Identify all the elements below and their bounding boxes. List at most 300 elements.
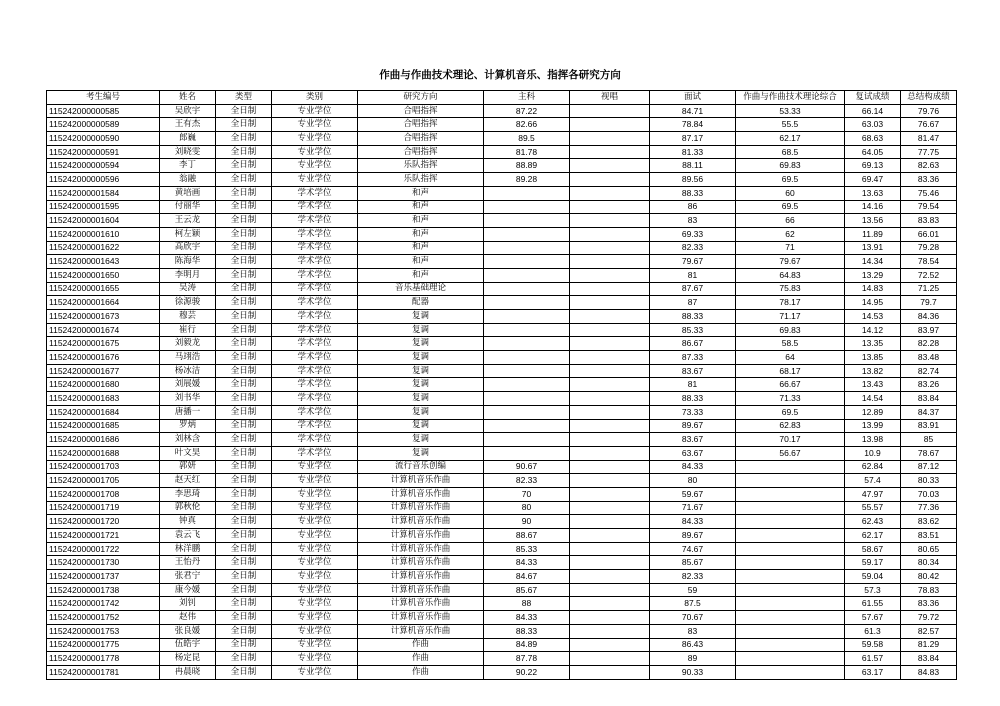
- table-row: [47, 419, 957, 433]
- direction-cell: 复调: [358, 419, 484, 433]
- sight-singing-cell: [570, 665, 650, 679]
- name-cell: 杨定昆: [160, 652, 216, 666]
- column-header: 总结构成绩: [901, 91, 957, 105]
- sight-singing-cell: [570, 611, 650, 625]
- candidate-id-cell: 115242000001622: [47, 241, 160, 255]
- direction-cell: 和声: [358, 241, 484, 255]
- theory-score-cell: 78.17: [736, 296, 845, 310]
- interview-cell: 88.33: [650, 186, 736, 200]
- interview-cell: 69.33: [650, 227, 736, 241]
- retest-score-cell: 63.17: [845, 665, 901, 679]
- table-row: [47, 624, 957, 638]
- candidate-id-cell: 115242000000596: [47, 173, 160, 187]
- type-cell: 全日制: [216, 419, 272, 433]
- candidate-id-cell: 115242000001742: [47, 597, 160, 611]
- type-cell: 全日制: [216, 529, 272, 543]
- type-cell: 全日制: [216, 665, 272, 679]
- candidate-id-cell: 115242000001650: [47, 268, 160, 282]
- major-score-cell: [484, 392, 570, 406]
- total-score-cell: 66.01: [901, 227, 957, 241]
- theory-score-cell: 79.67: [736, 255, 845, 269]
- category-cell: 专业学位: [272, 487, 358, 501]
- type-cell: 全日制: [216, 159, 272, 173]
- direction-cell: 计算机音乐作曲: [358, 515, 484, 529]
- theory-score-cell: [736, 556, 845, 570]
- type-cell: 全日制: [216, 597, 272, 611]
- major-score-cell: [484, 351, 570, 365]
- type-cell: 全日制: [216, 118, 272, 132]
- name-cell: 郎巍: [160, 132, 216, 146]
- candidate-id-cell: 115242000001775: [47, 638, 160, 652]
- retest-score-cell: 10.9: [845, 446, 901, 460]
- interview-cell: 59: [650, 583, 736, 597]
- total-score-cell: 80.65: [901, 542, 957, 556]
- theory-score-cell: [736, 515, 845, 529]
- name-cell: 唐播一: [160, 405, 216, 419]
- total-score-cell: 83.36: [901, 173, 957, 187]
- total-score-cell: 76.67: [901, 118, 957, 132]
- name-cell: 李思琦: [160, 487, 216, 501]
- major-score-cell: 87.22: [484, 104, 570, 118]
- table-row: [47, 310, 957, 324]
- type-cell: 全日制: [216, 282, 272, 296]
- candidate-id-cell: 115242000001584: [47, 186, 160, 200]
- name-cell: 高欣宇: [160, 241, 216, 255]
- sight-singing-cell: [570, 624, 650, 638]
- table-row: [47, 186, 957, 200]
- sight-singing-cell: [570, 515, 650, 529]
- theory-score-cell: [736, 570, 845, 584]
- total-score-cell: 79.72: [901, 611, 957, 625]
- category-cell: 专业学位: [272, 542, 358, 556]
- direction-cell: 合唱指挥: [358, 132, 484, 146]
- retest-score-cell: 12.89: [845, 405, 901, 419]
- interview-cell: 80: [650, 474, 736, 488]
- sight-singing-cell: [570, 282, 650, 296]
- table-row: [47, 652, 957, 666]
- major-score-cell: 88.67: [484, 529, 570, 543]
- table-row: [47, 255, 957, 269]
- direction-cell: 计算机音乐作曲: [358, 597, 484, 611]
- theory-score-cell: [736, 474, 845, 488]
- direction-cell: 和声: [358, 186, 484, 200]
- theory-score-cell: 66.67: [736, 378, 845, 392]
- interview-cell: 87.5: [650, 597, 736, 611]
- type-cell: 全日制: [216, 337, 272, 351]
- category-cell: 学术学位: [272, 214, 358, 228]
- type-cell: 全日制: [216, 227, 272, 241]
- major-score-cell: 70: [484, 487, 570, 501]
- sight-singing-cell: [570, 460, 650, 474]
- total-score-cell: 80.34: [901, 556, 957, 570]
- major-score-cell: [484, 446, 570, 460]
- direction-cell: 复调: [358, 310, 484, 324]
- interview-cell: 88.33: [650, 392, 736, 406]
- interview-cell: 84.71: [650, 104, 736, 118]
- direction-cell: 音乐基础理论: [358, 282, 484, 296]
- retest-score-cell: 57.4: [845, 474, 901, 488]
- major-score-cell: [484, 364, 570, 378]
- retest-score-cell: 13.56: [845, 214, 901, 228]
- total-score-cell: 79.7: [901, 296, 957, 310]
- table-row: [47, 351, 957, 365]
- total-score-cell: 84.36: [901, 310, 957, 324]
- major-score-cell: 84.33: [484, 556, 570, 570]
- name-cell: 袁云飞: [160, 529, 216, 543]
- table-row: [47, 487, 957, 501]
- type-cell: 全日制: [216, 200, 272, 214]
- total-score-cell: 80.33: [901, 474, 957, 488]
- type-cell: 全日制: [216, 542, 272, 556]
- candidate-id-cell: 115242000001674: [47, 323, 160, 337]
- type-cell: 全日制: [216, 310, 272, 324]
- category-cell: 专业学位: [272, 173, 358, 187]
- score-table: [46, 90, 957, 680]
- total-score-cell: 75.46: [901, 186, 957, 200]
- sight-singing-cell: [570, 173, 650, 187]
- category-cell: 学术学位: [272, 392, 358, 406]
- major-score-cell: [484, 405, 570, 419]
- major-score-cell: 85.33: [484, 542, 570, 556]
- name-cell: 崔行: [160, 323, 216, 337]
- category-cell: 学术学位: [272, 419, 358, 433]
- name-cell: 柯左颖: [160, 227, 216, 241]
- theory-score-cell: 69.83: [736, 323, 845, 337]
- theory-score-cell: 53.33: [736, 104, 845, 118]
- direction-cell: 计算机音乐作曲: [358, 611, 484, 625]
- name-cell: 黄培画: [160, 186, 216, 200]
- direction-cell: 和声: [358, 214, 484, 228]
- sight-singing-cell: [570, 433, 650, 447]
- column-header: 姓名: [160, 91, 216, 105]
- total-score-cell: 84.83: [901, 665, 957, 679]
- retest-score-cell: 59.58: [845, 638, 901, 652]
- interview-cell: 84.33: [650, 515, 736, 529]
- direction-cell: 和声: [358, 227, 484, 241]
- sight-singing-cell: [570, 364, 650, 378]
- major-score-cell: 90.67: [484, 460, 570, 474]
- sight-singing-cell: [570, 597, 650, 611]
- category-cell: 专业学位: [272, 118, 358, 132]
- category-cell: 学术学位: [272, 296, 358, 310]
- table-row: [47, 570, 957, 584]
- direction-cell: 复调: [358, 392, 484, 406]
- name-cell: 李丁: [160, 159, 216, 173]
- interview-cell: 73.33: [650, 405, 736, 419]
- interview-cell: 74.67: [650, 542, 736, 556]
- name-cell: 罗炳: [160, 419, 216, 433]
- type-cell: 全日制: [216, 501, 272, 515]
- sight-singing-cell: [570, 310, 650, 324]
- total-score-cell: 80.42: [901, 570, 957, 584]
- category-cell: 学术学位: [272, 405, 358, 419]
- major-score-cell: [484, 323, 570, 337]
- name-cell: 王有杰: [160, 118, 216, 132]
- total-score-cell: 83.36: [901, 597, 957, 611]
- theory-score-cell: 71: [736, 241, 845, 255]
- name-cell: 张良媛: [160, 624, 216, 638]
- candidate-id-cell: 115242000001664: [47, 296, 160, 310]
- sight-singing-cell: [570, 241, 650, 255]
- retest-score-cell: 13.43: [845, 378, 901, 392]
- theory-score-cell: 55.5: [736, 118, 845, 132]
- table-row: [47, 611, 957, 625]
- interview-cell: 89.67: [650, 419, 736, 433]
- total-score-cell: 83.97: [901, 323, 957, 337]
- total-score-cell: 82.28: [901, 337, 957, 351]
- direction-cell: 合唱指挥: [358, 145, 484, 159]
- type-cell: 全日制: [216, 255, 272, 269]
- candidate-id-cell: 115242000000585: [47, 104, 160, 118]
- type-cell: 全日制: [216, 446, 272, 460]
- name-cell: 陈海华: [160, 255, 216, 269]
- table-row: [47, 104, 957, 118]
- category-cell: 专业学位: [272, 583, 358, 597]
- table-row: [47, 474, 957, 488]
- candidate-id-cell: 115242000001721: [47, 529, 160, 543]
- major-score-cell: 82.66: [484, 118, 570, 132]
- type-cell: 全日制: [216, 583, 272, 597]
- table-row: [47, 173, 957, 187]
- category-cell: 学术学位: [272, 282, 358, 296]
- major-score-cell: 81.78: [484, 145, 570, 159]
- retest-score-cell: 59.17: [845, 556, 901, 570]
- interview-cell: 63.67: [650, 446, 736, 460]
- retest-score-cell: 13.98: [845, 433, 901, 447]
- sight-singing-cell: [570, 132, 650, 146]
- name-cell: 刘晓雯: [160, 145, 216, 159]
- retest-score-cell: 47.97: [845, 487, 901, 501]
- column-header: 类别: [272, 91, 358, 105]
- table-row: [47, 364, 957, 378]
- interview-cell: 87.17: [650, 132, 736, 146]
- theory-score-cell: [736, 638, 845, 652]
- column-header: 作曲与作曲技术理论综合: [736, 91, 845, 105]
- theory-score-cell: 62.17: [736, 132, 845, 146]
- total-score-cell: 87.12: [901, 460, 957, 474]
- direction-cell: 计算机音乐作曲: [358, 570, 484, 584]
- name-cell: 刘展媛: [160, 378, 216, 392]
- name-cell: 赵伟: [160, 611, 216, 625]
- name-cell: 李明月: [160, 268, 216, 282]
- theory-score-cell: 71.33: [736, 392, 845, 406]
- table-row: [47, 159, 957, 173]
- name-cell: 郭妍: [160, 460, 216, 474]
- type-cell: 全日制: [216, 173, 272, 187]
- major-score-cell: [484, 337, 570, 351]
- sight-singing-cell: [570, 337, 650, 351]
- retest-score-cell: 14.95: [845, 296, 901, 310]
- retest-score-cell: 13.63: [845, 186, 901, 200]
- major-score-cell: [484, 255, 570, 269]
- direction-cell: 复调: [358, 378, 484, 392]
- category-cell: 专业学位: [272, 597, 358, 611]
- interview-cell: 59.67: [650, 487, 736, 501]
- sight-singing-cell: [570, 556, 650, 570]
- total-score-cell: 77.36: [901, 501, 957, 515]
- theory-score-cell: 62: [736, 227, 845, 241]
- major-score-cell: [484, 282, 570, 296]
- retest-score-cell: 13.82: [845, 364, 901, 378]
- total-score-cell: 78.83: [901, 583, 957, 597]
- candidate-id-cell: 115242000001708: [47, 487, 160, 501]
- interview-cell: 88.33: [650, 310, 736, 324]
- sight-singing-cell: [570, 255, 650, 269]
- table-row: [47, 405, 957, 419]
- total-score-cell: 81.47: [901, 132, 957, 146]
- interview-cell: 79.67: [650, 255, 736, 269]
- category-cell: 专业学位: [272, 515, 358, 529]
- name-cell: 林洋鹏: [160, 542, 216, 556]
- candidate-id-cell: 115242000001675: [47, 337, 160, 351]
- total-score-cell: 82.57: [901, 624, 957, 638]
- theory-score-cell: 70.17: [736, 433, 845, 447]
- type-cell: 全日制: [216, 611, 272, 625]
- direction-cell: 和声: [358, 268, 484, 282]
- theory-score-cell: [736, 460, 845, 474]
- total-score-cell: 79.54: [901, 200, 957, 214]
- candidate-id-cell: 115242000001705: [47, 474, 160, 488]
- candidate-id-cell: 115242000000589: [47, 118, 160, 132]
- type-cell: 全日制: [216, 405, 272, 419]
- table-row: [47, 542, 957, 556]
- type-cell: 全日制: [216, 515, 272, 529]
- total-score-cell: 83.48: [901, 351, 957, 365]
- theory-score-cell: [736, 487, 845, 501]
- candidate-id-cell: 115242000001655: [47, 282, 160, 296]
- type-cell: 全日制: [216, 433, 272, 447]
- total-score-cell: 70.03: [901, 487, 957, 501]
- retest-score-cell: 14.16: [845, 200, 901, 214]
- retest-score-cell: 58.67: [845, 542, 901, 556]
- category-cell: 专业学位: [272, 474, 358, 488]
- retest-score-cell: 69.47: [845, 173, 901, 187]
- direction-cell: 复调: [358, 337, 484, 351]
- candidate-id-cell: 115242000001781: [47, 665, 160, 679]
- major-score-cell: [484, 214, 570, 228]
- sight-singing-cell: [570, 323, 650, 337]
- theory-score-cell: 68.17: [736, 364, 845, 378]
- theory-score-cell: 71.17: [736, 310, 845, 324]
- direction-cell: 计算机音乐作曲: [358, 529, 484, 543]
- type-cell: 全日制: [216, 323, 272, 337]
- direction-cell: 计算机音乐作曲: [358, 474, 484, 488]
- table-row: [47, 296, 957, 310]
- candidate-id-cell: 115242000001703: [47, 460, 160, 474]
- retest-score-cell: 62.17: [845, 529, 901, 543]
- sight-singing-cell: [570, 529, 650, 543]
- interview-cell: 85.33: [650, 323, 736, 337]
- major-score-cell: 85.67: [484, 583, 570, 597]
- interview-cell: 87.33: [650, 351, 736, 365]
- theory-score-cell: 69.83: [736, 159, 845, 173]
- total-score-cell: 82.63: [901, 159, 957, 173]
- category-cell: 专业学位: [272, 460, 358, 474]
- name-cell: 张君宁: [160, 570, 216, 584]
- candidate-id-cell: 115242000000591: [47, 145, 160, 159]
- interview-cell: 86.43: [650, 638, 736, 652]
- major-score-cell: 88.33: [484, 624, 570, 638]
- candidate-id-cell: 115242000000594: [47, 159, 160, 173]
- retest-score-cell: 61.3: [845, 624, 901, 638]
- total-score-cell: 85: [901, 433, 957, 447]
- type-cell: 全日制: [216, 652, 272, 666]
- theory-score-cell: 69.5: [736, 200, 845, 214]
- table-row: [47, 556, 957, 570]
- direction-cell: 作曲: [358, 638, 484, 652]
- major-score-cell: 84.33: [484, 611, 570, 625]
- table-row: [47, 515, 957, 529]
- direction-cell: 复调: [358, 433, 484, 447]
- retest-score-cell: 14.12: [845, 323, 901, 337]
- retest-score-cell: 13.99: [845, 419, 901, 433]
- name-cell: 冉晨晓: [160, 665, 216, 679]
- category-cell: 学术学位: [272, 364, 358, 378]
- total-score-cell: 84.37: [901, 405, 957, 419]
- category-cell: 学术学位: [272, 433, 358, 447]
- sight-singing-cell: [570, 268, 650, 282]
- table-row: [47, 446, 957, 460]
- type-cell: 全日制: [216, 487, 272, 501]
- theory-score-cell: 60: [736, 186, 845, 200]
- name-cell: 穆芸: [160, 310, 216, 324]
- candidate-id-cell: 115242000000590: [47, 132, 160, 146]
- type-cell: 全日制: [216, 638, 272, 652]
- interview-cell: 82.33: [650, 570, 736, 584]
- sight-singing-cell: [570, 104, 650, 118]
- type-cell: 全日制: [216, 145, 272, 159]
- table-row: [47, 282, 957, 296]
- sight-singing-cell: [570, 227, 650, 241]
- retest-score-cell: 13.35: [845, 337, 901, 351]
- major-score-cell: 88: [484, 597, 570, 611]
- direction-cell: 复调: [358, 405, 484, 419]
- major-score-cell: 82.33: [484, 474, 570, 488]
- major-score-cell: 80: [484, 501, 570, 515]
- theory-score-cell: 56.67: [736, 446, 845, 460]
- table-row: [47, 460, 957, 474]
- category-cell: 学术学位: [272, 241, 358, 255]
- type-cell: 全日制: [216, 186, 272, 200]
- table-row: [47, 378, 957, 392]
- major-score-cell: [484, 296, 570, 310]
- name-cell: 叶文昊: [160, 446, 216, 460]
- major-score-cell: 84.89: [484, 638, 570, 652]
- theory-score-cell: [736, 597, 845, 611]
- direction-cell: 作曲: [358, 665, 484, 679]
- name-cell: 康今媛: [160, 583, 216, 597]
- candidate-id-cell: 115242000001684: [47, 405, 160, 419]
- candidate-id-cell: 115242000001720: [47, 515, 160, 529]
- sight-singing-cell: [570, 392, 650, 406]
- column-header: 面试: [650, 91, 736, 105]
- theory-score-cell: [736, 652, 845, 666]
- type-cell: 全日制: [216, 392, 272, 406]
- interview-cell: 83.67: [650, 364, 736, 378]
- sight-singing-cell: [570, 405, 650, 419]
- direction-cell: 计算机音乐作曲: [358, 487, 484, 501]
- category-cell: 专业学位: [272, 501, 358, 515]
- category-cell: 学术学位: [272, 227, 358, 241]
- theory-score-cell: 66: [736, 214, 845, 228]
- table-row: [47, 200, 957, 214]
- name-cell: 刘钊: [160, 597, 216, 611]
- sight-singing-cell: [570, 296, 650, 310]
- category-cell: 专业学位: [272, 638, 358, 652]
- interview-cell: 83.67: [650, 433, 736, 447]
- major-score-cell: [484, 200, 570, 214]
- candidate-id-cell: 115242000001737: [47, 570, 160, 584]
